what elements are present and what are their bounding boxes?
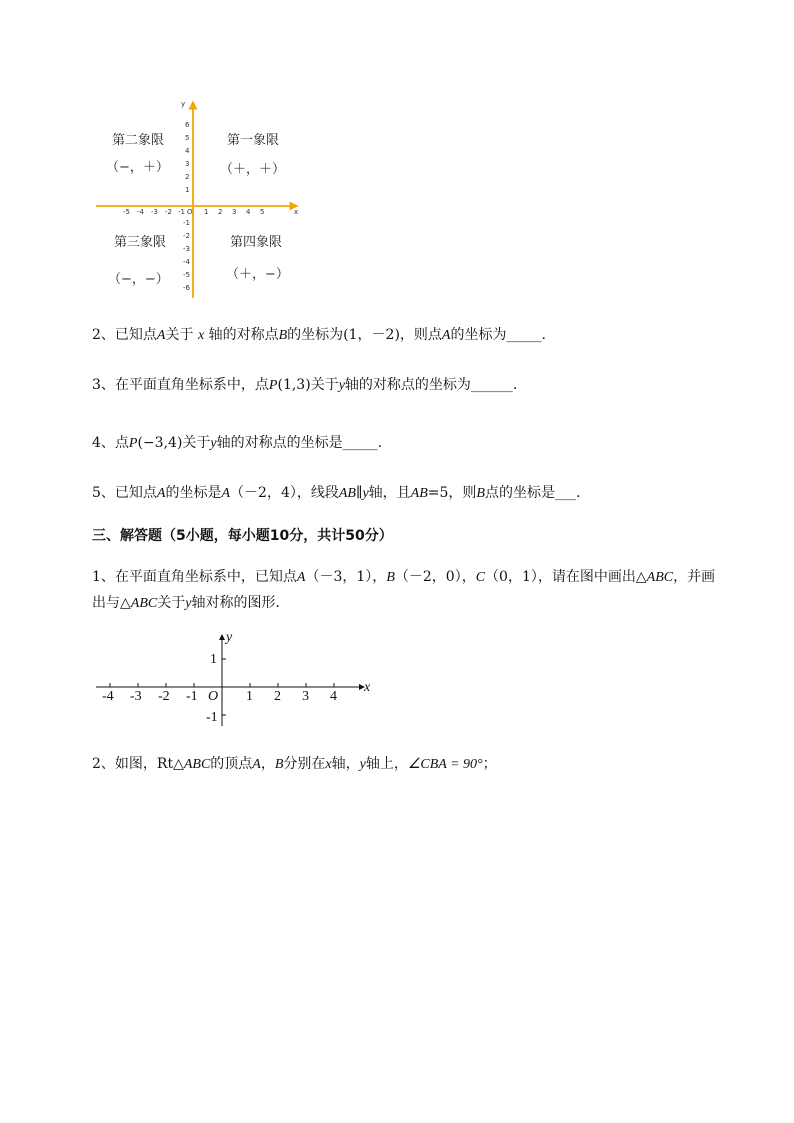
y-tick-neg2: -2 [183, 232, 190, 240]
y-tick-neg3: -3 [183, 245, 190, 253]
quadrant-4-label: 第四象限 [230, 235, 283, 250]
section-3-heading: 三、解答题（5小题，每小题10分，共计50分） [92, 528, 393, 544]
x-tick-neg1: -1 [178, 208, 185, 216]
quadrant-1-sign: （＋，＋） [220, 162, 286, 177]
problem-1-line-1: 1、在平面直角坐标系中，已知点A（－3，1），B（－2，0），C（0，1），请在图中画出△ABC，并画 [92, 569, 716, 585]
x-tick-neg3: -3 [151, 208, 158, 216]
label-1: 1 [246, 689, 253, 704]
question-5: 5、已知点A的坐标是A（－2，4），线段AB∥y轴，且AB=5，则B点的坐标是___. [92, 485, 581, 501]
problem-2: 2、如图，Rt△ABC的顶点A，B分别在x轴，y轴上，∠CBA = 90°； [92, 756, 497, 772]
question-4: 4、点P(−3,4)关于y轴的对称点的坐标是_____. [92, 435, 383, 451]
label-4: 4 [330, 689, 337, 704]
y-tick-6: 6 [185, 121, 190, 129]
question-2: 2、已知点A关于 x 轴的对称点B的坐标为(1，－2)，则点A的坐标为_____. [92, 327, 546, 343]
quadrant-2-label: 第二象限 [112, 133, 165, 148]
quadrant-1-label: 第一象限 [227, 133, 280, 148]
y-tick-3: 3 [185, 160, 190, 168]
y-tick-4: 4 [185, 147, 190, 155]
coordinate-figure [92, 632, 382, 728]
label-neg1: -1 [186, 689, 198, 704]
x-tick-4: 4 [246, 208, 251, 216]
x-tick-2: 2 [218, 208, 223, 216]
origin-label: O [187, 208, 193, 216]
label-neg3: -3 [130, 689, 142, 704]
origin-o: O [208, 689, 219, 704]
label-neg2: -2 [158, 689, 170, 704]
y-neg-one: -1 [206, 710, 218, 725]
x-tick-3: 3 [232, 208, 237, 216]
quadrant-4-sign: （＋，−） [226, 267, 289, 282]
x-tick-5: 5 [260, 208, 265, 216]
y-tick-5: 5 [185, 134, 190, 142]
question-3: 3、在平面直角坐标系中，点P(1,3)关于y轴的对称点的坐标为______. [92, 377, 518, 393]
y-tick-1: 1 [185, 186, 190, 194]
coordinate-axes [92, 632, 382, 728]
label-neg4: -4 [102, 689, 114, 704]
y-one: 1 [210, 652, 217, 667]
x-label: x [364, 680, 371, 695]
y-tick-neg1: -1 [183, 219, 190, 227]
quadrant-3-sign: （−，−） [108, 272, 169, 287]
y-tick-neg4: -4 [183, 258, 190, 266]
y-label: y [226, 630, 233, 645]
quadrant-figure [92, 96, 312, 300]
label-2: 2 [274, 689, 281, 704]
quadrant-3-label: 第三象限 [114, 235, 167, 250]
x-tick-neg5: -5 [123, 208, 130, 216]
y-axis-label: y [181, 100, 186, 108]
x-axis-label: x [294, 208, 299, 216]
y-tick-neg6: -6 [183, 284, 190, 292]
x-tick-neg2: -2 [165, 208, 172, 216]
y-tick-neg5: -5 [183, 271, 190, 279]
quadrant-2-sign: （−，＋） [106, 160, 169, 175]
problem-1-line-2: 出与△ABC关于y轴对称的图形． [92, 595, 290, 611]
x-tick-1: 1 [204, 208, 209, 216]
y-tick-2: 2 [185, 173, 190, 181]
x-tick-neg4: -4 [137, 208, 144, 216]
label-3: 3 [302, 689, 309, 704]
